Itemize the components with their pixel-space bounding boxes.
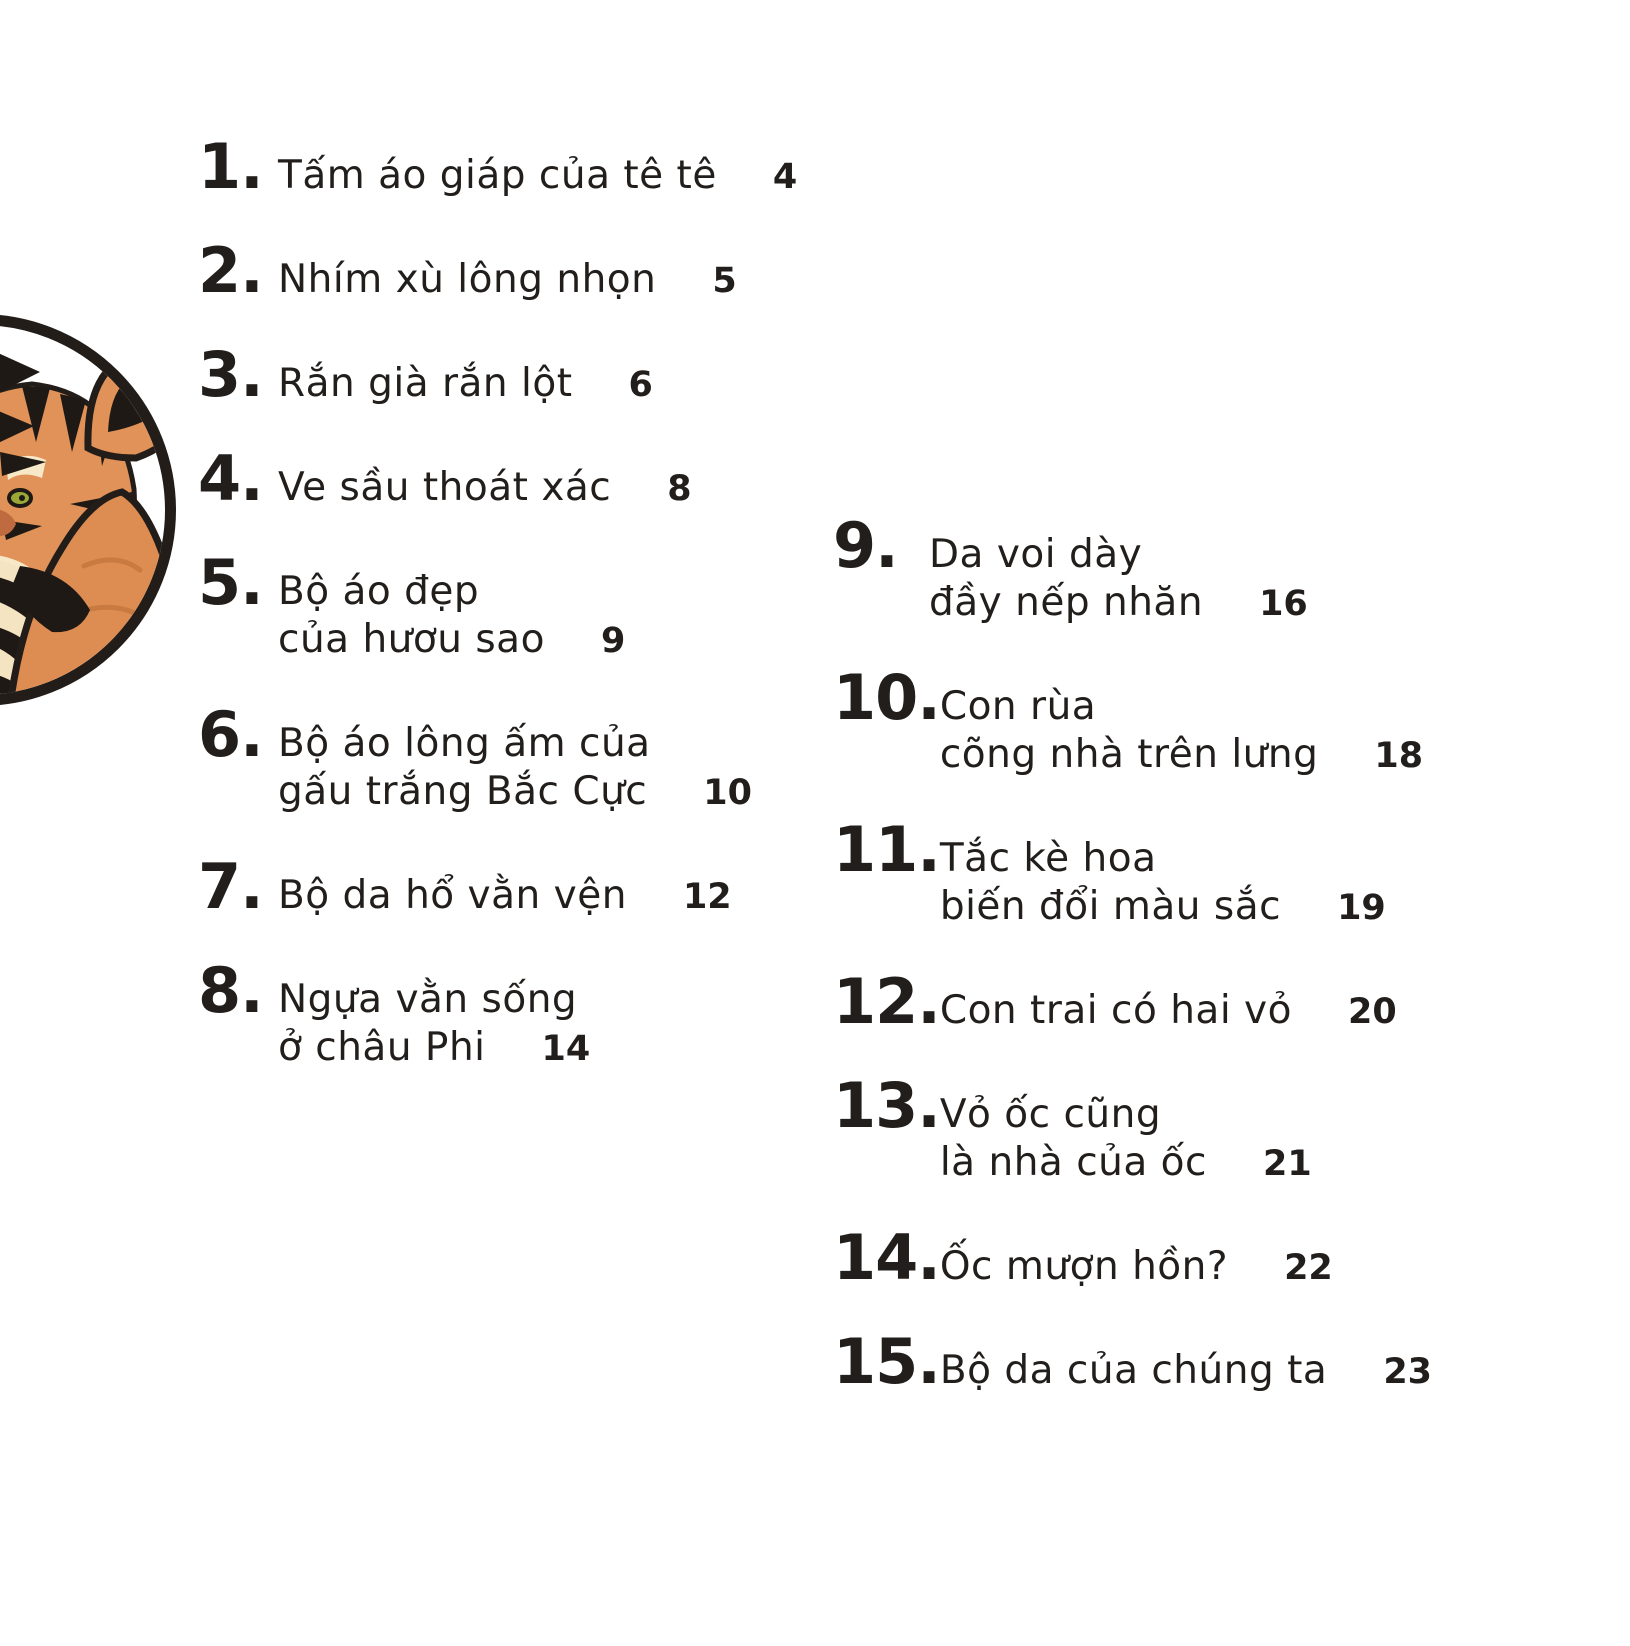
toc-entry-title: gấu trắng Bắc Cực [278, 769, 648, 814]
toc-entry [833, 661, 1533, 780]
toc-entry-number: 2. [198, 234, 263, 307]
toc-entry-body [278, 720, 752, 817]
toc-entry-body [940, 835, 1386, 932]
toc-entry-title: Ốc mượn hồn? [939, 1244, 1229, 1289]
toc-entry [833, 1325, 1533, 1398]
toc-entry [833, 813, 1533, 932]
toc-entry-number: 12. [833, 965, 940, 1038]
toc-entry-page-number: 10 [703, 773, 752, 813]
toc-entry [833, 1069, 1533, 1188]
toc-entry-title: Da voi dày [929, 532, 1143, 577]
toc-entry [198, 850, 838, 923]
toc-entry-title: Vỏ ốc cũng [939, 1092, 1162, 1137]
toc-entry-title: Bộ áo đẹp [278, 569, 480, 614]
toc-entry-title: đầy nếp nhăn [929, 580, 1204, 625]
toc-entry-number: 3. [198, 338, 263, 411]
toc-entry-body [278, 360, 653, 409]
toc-entry-body [940, 987, 1397, 1036]
toc-entry-number: 14. [833, 1221, 940, 1294]
toc-entry [198, 338, 838, 411]
toc-entry-body [940, 683, 1423, 780]
toc-entry [198, 234, 838, 307]
toc-entry-page-number: 23 [1383, 1352, 1433, 1392]
toc-entry [198, 698, 838, 817]
toc-entry-number: 4. [198, 442, 263, 515]
toc-entry-number: 11. [833, 813, 940, 886]
toc-entry-page-number: 9 [600, 621, 626, 661]
tiger-illustration [0, 314, 176, 706]
toc-entry-page-number: 18 [1374, 736, 1424, 776]
toc-entry-number: 8. [198, 954, 263, 1027]
toc-entry-title: cõng nhà trên lưng [939, 732, 1319, 777]
toc-entry-number: 13. [833, 1069, 940, 1142]
toc-entry-body [278, 872, 732, 921]
toc-entry-page-number: 6 [628, 365, 653, 405]
toc-entry-body [278, 256, 737, 305]
toc-entry [198, 130, 838, 203]
toc-entry-number: 5. [198, 546, 263, 619]
toc-entry-body [940, 1243, 1333, 1292]
toc-entry-page-number: 4 [772, 157, 798, 197]
toc-entry-title: Tấm áo giáp của tê tê [278, 153, 717, 198]
tiger-drawing [0, 314, 176, 706]
toc-entry [833, 509, 1533, 628]
toc-entry-page-number: 14 [541, 1029, 591, 1069]
toc-entry-title: Rắn già rắn lột [278, 361, 573, 406]
toc-entry-number: 7. [198, 850, 263, 923]
toc-right-column [833, 509, 1533, 1442]
toc-entry-number: 6. [198, 698, 263, 771]
toc-entry-number: 9. [833, 509, 898, 582]
toc-entry-number: 15. [833, 1325, 940, 1398]
toc-entry-body [278, 464, 692, 513]
toc-entry-title: biến đổi màu sắc [939, 884, 1282, 929]
toc-entry-title: là nhà của ốc [939, 1140, 1207, 1185]
toc-left-column [198, 130, 838, 1119]
toc-entry [198, 442, 838, 515]
toc-entry-title: Con trai có hai vỏ [939, 988, 1292, 1033]
toc-entry [833, 965, 1533, 1038]
toc-entry-page-number: 8 [667, 469, 692, 509]
toc-entry-title: của hươu sao [278, 617, 545, 662]
toc-entry-title: Bộ da của chúng ta [939, 1348, 1328, 1393]
toc-entry-title: ở châu Phi [278, 1025, 486, 1070]
toc-entry-page-number: 20 [1348, 992, 1397, 1032]
toc-entry-title: Bộ áo lông ấm của [278, 721, 651, 766]
toc-entry-title: Tắc kè hoa [939, 836, 1157, 881]
toc-entry [198, 954, 838, 1073]
toc-entry-page-number: 12 [682, 877, 732, 917]
toc-entry [198, 546, 838, 665]
toc-entry-page-number: 5 [712, 261, 737, 301]
toc-entry-body [278, 976, 590, 1073]
toc-entry-title: Nhím xù lông nhọn [278, 257, 657, 302]
toc-entry-body [278, 152, 797, 201]
toc-entry-page-number: 22 [1284, 1248, 1333, 1288]
toc-entry-title: Bộ da hổ vằn vện [278, 873, 627, 918]
toc-entry-page-number: 21 [1262, 1144, 1312, 1184]
toc-entry-body [278, 568, 625, 665]
toc-entry-body [940, 1347, 1432, 1396]
toc-entry-page-number: 16 [1259, 584, 1308, 624]
toc-entry-page-number: 19 [1337, 888, 1386, 928]
toc-entry-number: 10. [833, 661, 940, 734]
toc-entry-body [929, 531, 1308, 628]
toc-entry [833, 1221, 1533, 1294]
toc-entry-title: Con rùa [939, 684, 1097, 729]
toc-entry-body [940, 1091, 1312, 1188]
toc-entry-number: 1. [198, 130, 263, 203]
toc-entry-title: Ve sầu thoát xác [278, 465, 612, 510]
toc-entry-title: Ngựa vằn sống [278, 977, 578, 1022]
